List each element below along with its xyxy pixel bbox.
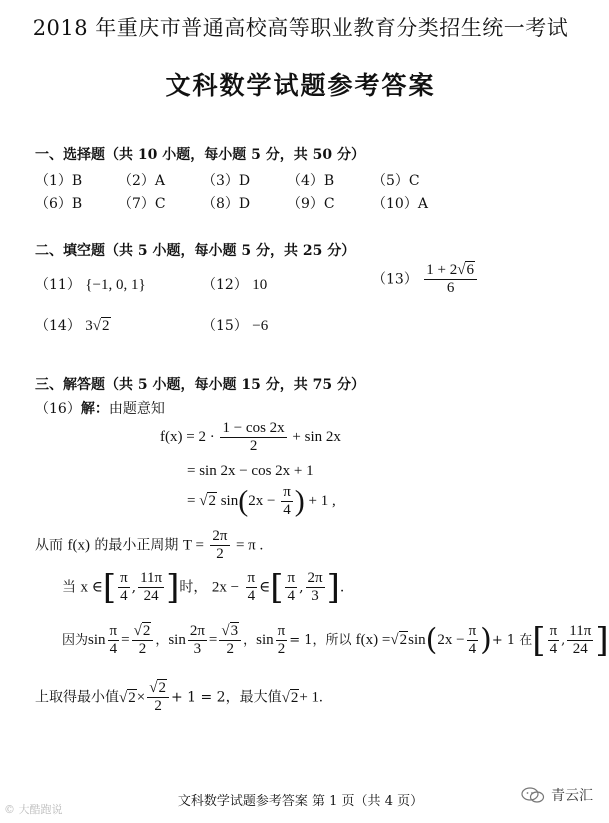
coefficient: 3: [85, 318, 93, 334]
fraction: [246, 570, 258, 605]
intro-text: 由题意知: [108, 401, 165, 417]
answer-value: 10: [252, 277, 268, 293]
eq-text: = π .: [235, 537, 264, 554]
question-number: （12）: [202, 277, 248, 293]
q16-intro: [35, 398, 165, 418]
text: + 1 在: [491, 633, 533, 648]
text: + 1 = 2，最大值: [170, 689, 282, 706]
equation-line-3: [187, 484, 336, 519]
eq-text: sin: [220, 492, 239, 509]
paren: ): [480, 622, 492, 658]
page-footer: 文科数学试题参考答案 第 1 页（共 4 页）: [177, 794, 424, 809]
numerator: π: [549, 623, 558, 639]
eq-text: f(x): [67, 537, 90, 554]
text: ，: [155, 633, 169, 648]
fraction: [424, 262, 477, 297]
question-number: （13）: [372, 271, 418, 288]
eq-text: T =: [182, 537, 204, 554]
sqrt: √2: [199, 492, 216, 509]
equation-line-2: = sin 2x − cos 2x + 1: [187, 463, 314, 479]
eq-text: x ∈: [80, 579, 103, 596]
wechat-icon: [521, 787, 545, 803]
paren: ): [294, 484, 305, 518]
numerator: π: [109, 623, 118, 639]
solve-label: 解：: [80, 401, 109, 417]
sqrt-arg: 2: [142, 623, 151, 639]
eq-text: sin: [168, 632, 186, 648]
fraction: [188, 623, 207, 658]
bracket: [: [270, 567, 284, 608]
denominator: 4: [247, 588, 256, 604]
fraction: [210, 528, 229, 563]
paren: (: [425, 622, 438, 658]
eq-text: ×: [136, 689, 146, 706]
fraction: [118, 570, 130, 605]
eq-text: ∈: [259, 579, 271, 596]
text: 上取得最小值: [35, 689, 119, 706]
eq-text: sin: [88, 632, 106, 648]
text: 的最小正周期: [94, 537, 179, 554]
choice-answer: （8）D: [202, 196, 251, 212]
eq-text: =: [187, 492, 196, 509]
numerator: 11π: [140, 570, 163, 586]
eq-text: 2x −: [211, 579, 240, 596]
fill-answer-11: [35, 274, 146, 294]
choice-answer: （10）A: [372, 196, 428, 212]
sqrt-arg: 2: [290, 689, 299, 706]
sqrt: √2: [119, 689, 136, 706]
sqrt: √2: [92, 318, 110, 334]
fill-answer-14: [35, 315, 111, 335]
choice-answer: （1）B: [35, 173, 83, 189]
fraction: [467, 623, 479, 658]
denominator: 2: [138, 641, 147, 657]
numerator: 1 − cos 2x: [222, 420, 285, 436]
fraction: [108, 623, 120, 658]
sqrt: √3: [219, 623, 241, 641]
numerator: π: [120, 570, 128, 586]
fraction: [219, 623, 241, 658]
choice-answer: （3）D: [202, 173, 251, 189]
fill-answer-13: [372, 262, 479, 297]
sqrt: √2: [390, 632, 408, 648]
sqrt-arg: 2: [102, 318, 110, 334]
denominator: 2: [226, 641, 234, 657]
eq-text: =: [121, 632, 130, 648]
question-number: （15）: [202, 318, 248, 334]
fraction: [138, 570, 164, 605]
choice-answer: （4）B: [287, 173, 335, 189]
denominator: 3: [193, 641, 202, 657]
eq-text: + 1.: [299, 689, 323, 706]
values-line: 因为sin $\frac{\pi}{4}$ = $\frac{√2}{2}$ ，sin $\frac{2\pi}{3}$ = $\frac{√3}{2}$ ，sin $\frac{\pi}{2}$ = 1，所以 f(x) =√2sin(2x − $\frac{\pi}{4}$ )+ 1 在[ $\frac{\pi}{4}$ , $\frac{11\pi}{24}$ ]: [62, 620, 609, 661]
interval-line: 当 x ∈[ $\frac{\pi}{4}$ , $\frac{11\pi}{24}$ ]时， 2x − $\frac{\pi}{4}$ ∈[ $\frac{\pi}{4}$ , $\frac{2\pi}{3}$ ].: [62, 567, 345, 608]
answer-value: −6: [252, 318, 269, 334]
numerator: π: [277, 623, 286, 639]
choice-answer: （5）C: [372, 173, 420, 189]
eq-text: sin: [256, 632, 274, 648]
equation-line-1: [160, 420, 341, 455]
numerator: 2π: [212, 528, 228, 544]
fraction: [220, 420, 286, 455]
fraction: [285, 570, 297, 605]
denominator: 2: [277, 641, 286, 657]
eq-text: =: [208, 632, 218, 648]
denominator: 2: [216, 546, 224, 562]
sqrt-arg: 3: [230, 623, 239, 639]
choice-answer: （2）A: [118, 173, 166, 189]
denominator: 4: [287, 588, 296, 604]
page-title: 文科数学试题参考答案: [165, 71, 436, 100]
text: 因为: [62, 633, 89, 648]
choice-answer: （6）B: [35, 196, 83, 212]
sqrt-arg: 2: [128, 689, 136, 706]
exam-title: 2018 年重庆市普通高校高等职业教育分类招生统一考试: [32, 16, 569, 40]
fill-answer-15: [202, 315, 268, 335]
text: 时，: [179, 579, 208, 596]
text: 从而: [35, 537, 63, 554]
denominator: 4: [468, 641, 477, 657]
denominator: 3: [311, 588, 319, 604]
extrema-line: [35, 680, 323, 715]
eq-text: + sin 2x: [292, 428, 341, 445]
denominator: 2: [249, 438, 258, 454]
section3-heading: 三、解答题（共 5 小题，每小题 15 分，共 75 分）: [35, 377, 365, 393]
bracket: [: [532, 620, 546, 661]
eq-text: + 1 ,: [308, 492, 336, 509]
denominator: 2: [154, 698, 162, 714]
denominator: 4: [109, 641, 118, 657]
sqrt-arg: 2: [158, 680, 166, 696]
watermark-right: [521, 785, 593, 805]
numerator: π: [247, 570, 256, 586]
text: = 1，所以: [289, 633, 352, 648]
eq-text: 2x −: [437, 632, 465, 648]
denominator: 4: [120, 588, 128, 604]
bracket: ]: [595, 620, 609, 661]
eq-text: f(x) =: [355, 632, 391, 648]
sqrt-arg: 2: [208, 492, 216, 509]
fraction: [281, 484, 293, 519]
sqrt-arg: 2: [399, 632, 408, 648]
denominator: 4: [283, 502, 291, 518]
numerator: π: [287, 570, 296, 586]
fraction: [548, 623, 560, 658]
period-line: [35, 528, 263, 563]
fraction: [132, 623, 154, 658]
question-number: （11）: [35, 277, 81, 293]
bracket: ]: [326, 567, 340, 608]
numerator: π: [283, 484, 291, 500]
eq-text: f(x) = 2 ·: [160, 428, 215, 445]
numerator-part: 1 + 2: [426, 262, 458, 278]
choice-answer: （9）C: [287, 196, 335, 212]
paren: (: [238, 484, 249, 518]
fraction: [276, 623, 288, 658]
denominator: 6: [446, 280, 455, 296]
sqrt: √2: [281, 689, 299, 706]
fraction: [147, 680, 169, 715]
answer-value: {−1, 0, 1}: [85, 277, 146, 293]
section1-heading: 一、选择题（共 10 小题，每小题 5 分，共 50 分）: [35, 147, 365, 163]
question-number: （16）: [35, 401, 81, 417]
fraction: [567, 623, 593, 658]
fill-answer-12: [202, 274, 267, 294]
bracket: [: [102, 567, 117, 608]
text: ，: [243, 633, 257, 648]
numerator: π: [468, 623, 477, 639]
section2-heading: 二、填空题（共 5 小题，每小题 5 分，共 25 分）: [35, 243, 356, 259]
choice-answer: （7）C: [118, 196, 166, 212]
watermark-text: 青云汇: [551, 788, 593, 804]
sqrt: √2: [147, 680, 169, 698]
question-number: （14）: [35, 318, 81, 334]
eq-text: sin: [408, 632, 426, 648]
denominator: 4: [549, 641, 558, 657]
sqrt: √2: [132, 623, 154, 641]
bracket: ]: [166, 567, 180, 608]
text: 当: [62, 579, 76, 596]
denominator: 24: [572, 641, 588, 657]
numerator: 2π: [189, 623, 205, 639]
sqrt-arg: 6: [466, 262, 474, 278]
numerator: 2π: [307, 570, 323, 586]
eq-text: 2x −: [248, 492, 276, 509]
numerator: 11π: [569, 623, 592, 639]
fraction: [306, 570, 325, 605]
sqrt: √6: [457, 262, 474, 278]
watermark-left: © 大酷跑说: [4, 803, 63, 816]
denominator: 24: [143, 588, 159, 604]
